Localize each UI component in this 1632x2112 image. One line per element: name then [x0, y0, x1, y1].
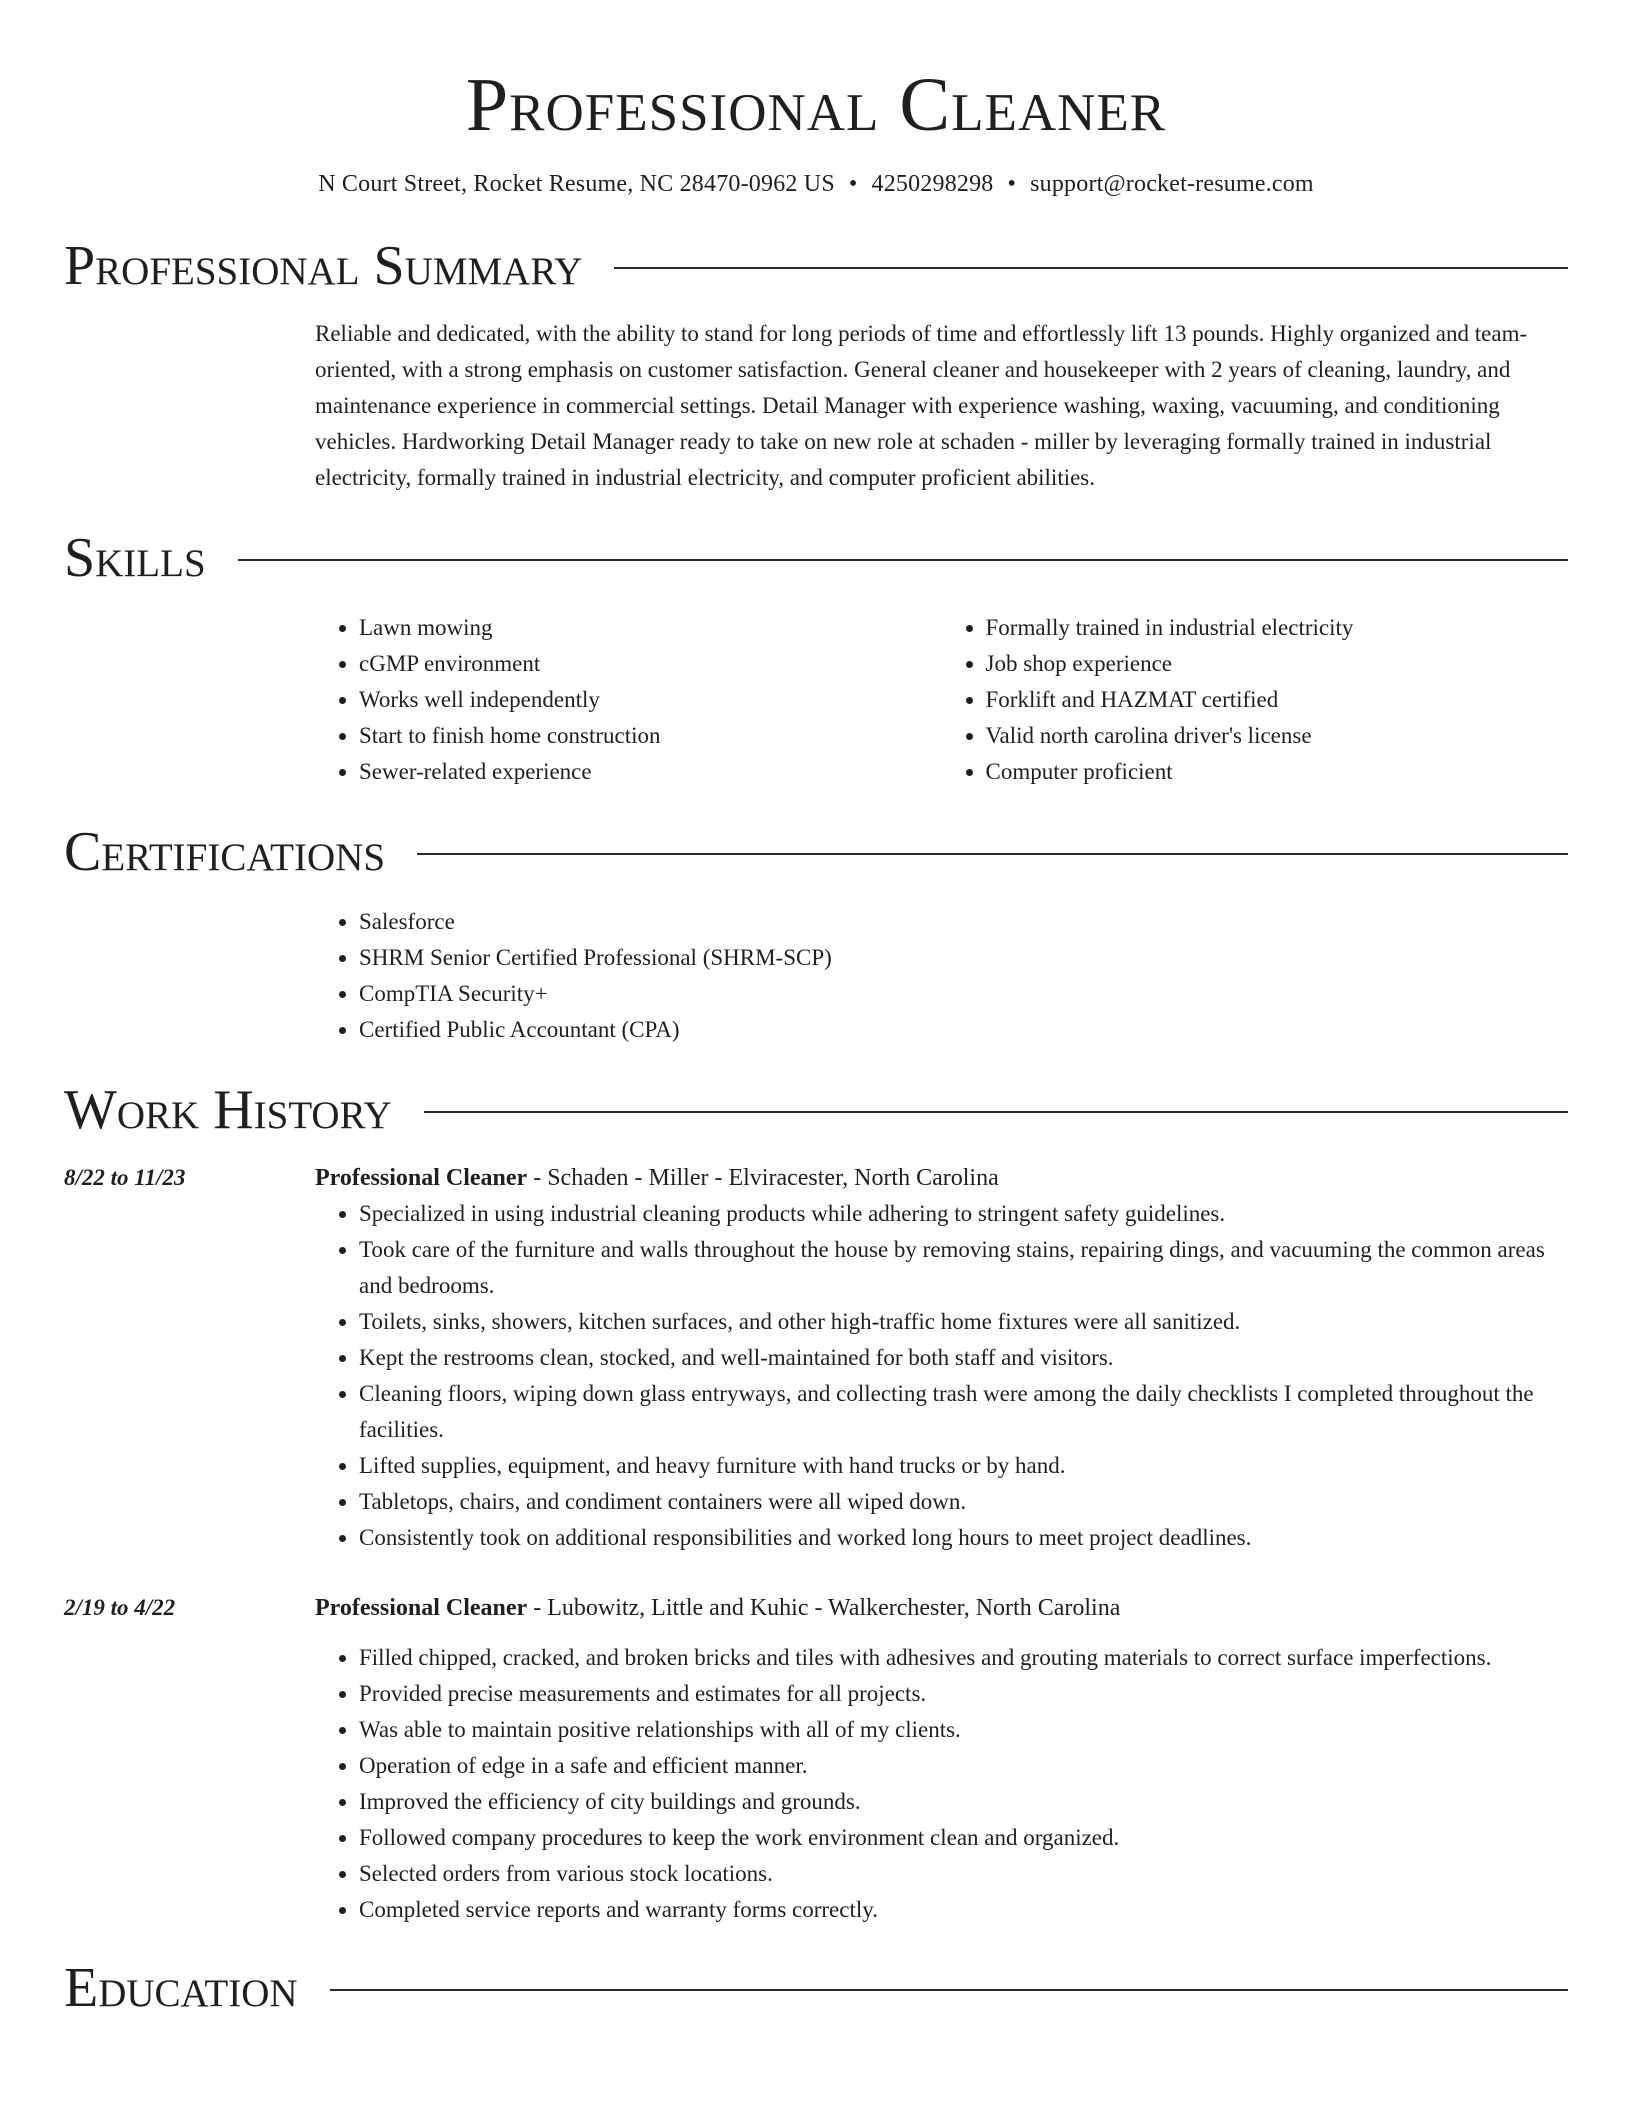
job-bullet: • Consistently took on additional responsibilities and worked long hours to meet project deadlines.: [359, 1520, 1568, 1556]
job-bullet: • Toilets, sinks, showers, kitchen surfaces, and other high-traffic home fixtures were all sanitized.: [359, 1304, 1568, 1340]
job-bullet: • Kept the restrooms clean, stocked, and well-maintained for both staff and visitors.: [359, 1340, 1568, 1376]
skill-item: • Lawn mowing: [359, 610, 942, 646]
job-bullet: • Filled chipped, cracked, and broken bricks and tiles with adhesives and grouting materials to correct surface imperfections.: [359, 1640, 1568, 1676]
section-divider: [424, 1111, 1568, 1113]
skill-item: • Forklift and HAZMAT certified: [986, 682, 1569, 718]
job-role: Professional Cleaner: [315, 1165, 528, 1191]
skill-item: • Works well independently: [359, 682, 942, 718]
skill-item: • Formally trained in industrial electricity: [986, 610, 1569, 646]
skill-item: • Job shop experience: [986, 646, 1569, 682]
contact-phone: 4250298298: [871, 171, 994, 197]
education-title: Education: [64, 1957, 298, 2019]
job-dates: 8/22 to 11/23: [64, 1165, 186, 1190]
summary-title: Professional Summary: [64, 235, 583, 297]
skills-section: [0, 526, 1632, 790]
section-divider: [614, 267, 1568, 269]
certifications-list: [315, 904, 1568, 1048]
contact-email: support@rocket-resume.com: [1030, 171, 1314, 197]
skills-columns: [315, 610, 1568, 790]
contact-address: N Court Street, Rocket Resume, NC 28470-0962 US: [318, 171, 835, 197]
job-title-line: [315, 1160, 1568, 1196]
certification-item: • SHRM Senior Certified Professional (SHRM-SCP): [359, 940, 1568, 976]
certification-item: • Certified Public Accountant (CPA): [359, 1012, 1568, 1048]
job-bullet: • Selected orders from various stock locations.: [359, 1856, 1568, 1892]
job-employer: - Lubowitz, Little and Kuhic - Walkerchester, North Carolina: [527, 1595, 1121, 1621]
job-bullet: • Improved the efficiency of city buildings and grounds.: [359, 1784, 1568, 1820]
certification-item: • Salesforce: [359, 904, 1568, 940]
job-bullets: [315, 1640, 1568, 1928]
job-dates: 2/19 to 4/22: [64, 1595, 176, 1620]
job-employer: - Schaden - Miller - Elviracester, North Carolina: [527, 1165, 999, 1191]
job-bullet: • Operation of edge in a safe and efficient manner.: [359, 1748, 1568, 1784]
job-entry: [64, 1160, 1568, 1556]
skills-title: Skills: [64, 527, 206, 589]
skill-item: • Sewer-related experience: [359, 754, 942, 790]
job-bullet: • Took care of the furniture and walls throughout the house by removing stains, repairing dings, and vacuuming the common areas and bedrooms.: [359, 1232, 1568, 1304]
skills-header: [64, 526, 1568, 590]
contact-separator: •: [1007, 171, 1017, 197]
summary-section: [0, 234, 1632, 496]
contact-separator: •: [848, 171, 858, 197]
work-history-title: Work History: [64, 1079, 392, 1141]
section-divider: [238, 559, 1568, 561]
skill-item: • Computer proficient: [986, 754, 1569, 790]
job-bullet: • Provided precise measurements and estimates for all projects.: [359, 1676, 1568, 1712]
job-bullet: • Specialized in using industrial cleaning products while adhering to stringent safety guidelines.: [359, 1196, 1568, 1232]
resume-name: Professional Cleaner: [465, 63, 1167, 147]
job-entry: [64, 1590, 1568, 1928]
certification-item: • CompTIA Security+: [359, 976, 1568, 1012]
job-title-line: [315, 1590, 1568, 1626]
summary-text: Reliable and dedicated, with the ability to stand for long periods of time and effortlessly lift 13 pounds. Highly organized and team-oriented, with a strong emphasis on customer satisfaction. General cleaner and housekeeper with 2 years of cleaning, laundry, and maintenance experience in commercial settings. Detail Manager with experience washing, waxing, vacuuming, and conditioning vehicles. Hardworking Detail Manager ready to take on new role at schaden - miller by leveraging formally trained in industrial electricity, formally trained in industrial electricity, and computer proficient abilities.: [315, 321, 1528, 490]
work-history-header: [64, 1078, 1568, 1142]
section-divider: [417, 853, 1568, 855]
skill-item: • Start to finish home construction: [359, 718, 942, 754]
job-bullet: • Followed company procedures to keep the work environment clean and organized.: [359, 1820, 1568, 1856]
summary-header: [64, 234, 1568, 298]
skills-list-left: [315, 610, 942, 790]
job-bullets: [315, 1196, 1568, 1556]
job-role: Professional Cleaner: [315, 1595, 528, 1621]
work-history-section: [0, 1078, 1632, 1928]
section-divider: [330, 1989, 1568, 1991]
job-bullet: • Lifted supplies, equipment, and heavy furniture with hand trucks or by hand.: [359, 1448, 1568, 1484]
skill-item: • cGMP environment: [359, 646, 942, 682]
education-header: [64, 1956, 1568, 2020]
job-bullet: • Cleaning floors, wiping down glass entryways, and collecting trash were among the daily checklists I completed throughout the facilities.: [359, 1376, 1568, 1448]
certifications-section: [0, 820, 1632, 1048]
job-bullet: • Was able to maintain positive relationships with all of my clients.: [359, 1712, 1568, 1748]
skills-list-right: [942, 610, 1569, 790]
job-bullet: • Completed service reports and warranty forms correctly.: [359, 1892, 1568, 1928]
contact-line: [0, 168, 1632, 200]
certifications-header: [64, 820, 1568, 884]
certifications-title: Certifications: [64, 821, 386, 883]
job-bullet: • Tabletops, chairs, and condiment containers were all wiped down.: [359, 1484, 1568, 1520]
skill-item: • Valid north carolina driver's license: [986, 718, 1569, 754]
education-section: [0, 1956, 1632, 2020]
